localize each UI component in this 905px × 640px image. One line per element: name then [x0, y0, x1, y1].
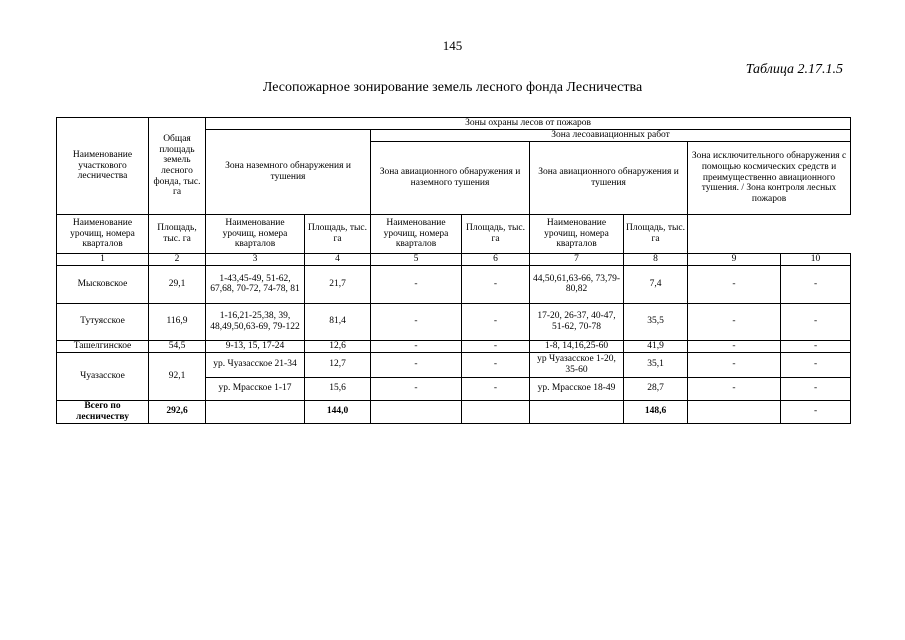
ground-zone-quarters: 9-13, 15, 17-24	[206, 340, 305, 352]
total-label: Всего по лесничеству	[57, 400, 149, 423]
header-aviation-works-zone: Зона лесоавиационных работ	[371, 130, 851, 142]
header-col-area: Площадь, тыс. га	[624, 215, 688, 254]
ground-zone-area: 81,4	[305, 303, 371, 340]
header-col-name: Наименование урочищ, номера кварталов	[371, 215, 462, 254]
table-row	[57, 352, 851, 377]
header-ground-zone: Зона наземного обнаружения и тушения	[206, 130, 371, 215]
aviation-ground-area: -	[462, 265, 530, 303]
document-title: Лесопожарное зонирование земель лесного фонда Лесничества	[262, 80, 643, 95]
header-col-area: Площадь, тыс. га	[305, 215, 371, 254]
total-ground-quarters	[206, 400, 305, 423]
header-total-area: Общая площадь земель лесного фонда, тыс. га	[149, 118, 206, 215]
aviation-zone-area: 28,7	[624, 377, 688, 400]
district-area: 29,1	[149, 265, 206, 303]
header-col-area: Площадь, тыс. га	[149, 215, 206, 254]
header-protection-zones: Зоны охраны лесов от пожаров	[206, 118, 851, 130]
aviation-zone-quarters: 17-20, 26-37, 40-47, 51-62, 70-78	[530, 303, 624, 340]
space-zone-quarters: -	[688, 352, 781, 377]
column-number: 6	[462, 254, 530, 266]
district-area: 92,1	[149, 352, 206, 400]
table-row	[57, 340, 851, 352]
aviation-zone-area: 7,4	[624, 265, 688, 303]
aviation-zone-quarters: 44,50,61,63-66, 73,79-80,82	[530, 265, 624, 303]
total-ground-area: 144,0	[305, 400, 371, 423]
aviation-ground-area: -	[462, 352, 530, 377]
ground-zone-quarters: ур. Чуазасское 21-34	[206, 352, 305, 377]
aviation-ground-quarters: -	[371, 340, 462, 352]
column-number: 10	[781, 254, 851, 266]
aviation-ground-quarters: -	[371, 265, 462, 303]
ground-zone-quarters: ур. Мрасское 1-17	[206, 377, 305, 400]
district-name: Ташелгинское	[57, 340, 149, 352]
space-zone-area: -	[781, 265, 851, 303]
aviation-ground-area: -	[462, 303, 530, 340]
aviation-zone-quarters: ур. Мрасское 18-49	[530, 377, 624, 400]
header-aviation-zone: Зона авиационного обнаружения и тушения	[530, 142, 688, 215]
header-space-zone: Зона исключительного обнаружения с помощью космических средств и преимущественно авиационного тушения. / Зона контроля лесных пожаров	[688, 142, 851, 215]
column-number: 7	[530, 254, 624, 266]
district-name: Тутуясское	[57, 303, 149, 340]
space-zone-quarters: -	[688, 340, 781, 352]
space-zone-quarters: -	[688, 377, 781, 400]
column-number: 2	[149, 254, 206, 266]
total-aviation-ground-area	[462, 400, 530, 423]
column-number: 1	[57, 254, 149, 266]
ground-zone-area: 12,6	[305, 340, 371, 352]
fire-zoning-table	[56, 117, 851, 424]
space-zone-area: -	[781, 377, 851, 400]
column-number: 3	[206, 254, 305, 266]
aviation-zone-area: 35,5	[624, 303, 688, 340]
aviation-ground-area: -	[462, 340, 530, 352]
total-aviation-ground-quarters	[371, 400, 462, 423]
page-number: 145	[442, 38, 463, 53]
total-area: 292,6	[149, 400, 206, 423]
total-space-area: -	[781, 400, 851, 423]
aviation-ground-quarters: -	[371, 377, 462, 400]
header-district: Наименование участкового лесничества	[57, 118, 149, 215]
space-zone-area: -	[781, 303, 851, 340]
column-number: 5	[371, 254, 462, 266]
aviation-zone-quarters: 1-8, 14,16,25-60	[530, 340, 624, 352]
district-area: 116,9	[149, 303, 206, 340]
space-zone-quarters: -	[688, 303, 781, 340]
table-label: Таблица 2.17.1.5	[745, 62, 843, 77]
column-number: 4	[305, 254, 371, 266]
table-row	[57, 303, 851, 340]
ground-zone-quarters: 1-16,21-25,38, 39, 48,49,50,63-69, 79-122	[206, 303, 305, 340]
column-number: 9	[688, 254, 781, 266]
ground-zone-area: 15,6	[305, 377, 371, 400]
space-zone-area: -	[781, 340, 851, 352]
aviation-zone-area: 41,9	[624, 340, 688, 352]
column-number: 8	[624, 254, 688, 266]
aviation-ground-quarters: -	[371, 303, 462, 340]
space-zone-quarters: -	[688, 265, 781, 303]
aviation-ground-area: -	[462, 377, 530, 400]
header-col-area: Площадь, тыс. га	[462, 215, 530, 254]
aviation-zone-quarters: ур Чуазасское 1-20, 35-60	[530, 352, 624, 377]
aviation-zone-area: 35,1	[624, 352, 688, 377]
total-aviation-quarters	[530, 400, 624, 423]
total-row	[57, 400, 851, 423]
table-row	[57, 265, 851, 303]
ground-zone-area: 21,7	[305, 265, 371, 303]
header-col-name: Наименование урочищ, номера кварталов	[57, 215, 149, 254]
header-col-name: Наименование урочищ, номера кварталов	[206, 215, 305, 254]
header-col-name: Наименование урочищ, номера кварталов	[530, 215, 624, 254]
total-aviation-area: 148,6	[624, 400, 688, 423]
ground-zone-quarters: 1-43,45-49, 51-62, 67,68, 70-72, 74-78, 81	[206, 265, 305, 303]
space-zone-area: -	[781, 352, 851, 377]
district-name: Чуазасское	[57, 352, 149, 400]
district-area: 54,5	[149, 340, 206, 352]
total-space-quarters	[688, 400, 781, 423]
ground-zone-area: 12,7	[305, 352, 371, 377]
header-aviation-ground-zone: Зона авиационного обнаружения и наземного тушения	[371, 142, 530, 215]
district-name: Мысковское	[57, 265, 149, 303]
aviation-ground-quarters: -	[371, 352, 462, 377]
